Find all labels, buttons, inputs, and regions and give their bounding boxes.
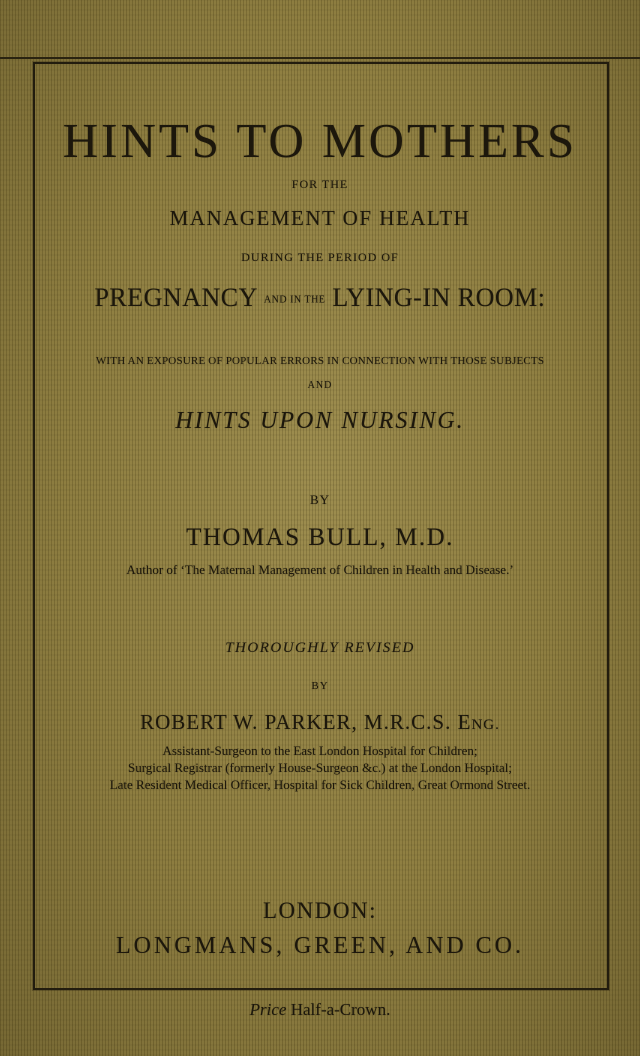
and-line: AND [307, 380, 333, 391]
by-line-author: BY [309, 492, 331, 507]
subtitle-management: MANAGEMENT OF HEALTH [169, 206, 471, 230]
publication-place: LONDON: [263, 898, 377, 923]
reviser-credential-3: Late Resident Medical Officer, Hospital for Sick Children, Great Ormond Street. [109, 777, 531, 792]
book-title: HINTS TO MOTHERS [62, 113, 578, 168]
author-name: THOMAS BULL, M.D. [186, 524, 454, 551]
publisher-name: LONGMANS, GREEN, AND CO. [115, 933, 524, 959]
for-the-line: FOR THE [291, 177, 349, 191]
revised-line: THOROUGHLY REVISED [225, 640, 415, 656]
reviser-name-smallcaps: NG. [471, 717, 500, 733]
top-border-rule [0, 57, 640, 59]
exposure-line: WITH AN EXPOSURE OF POPULAR ERRORS IN CONNECTION WITH THOSE SUBJECTS [95, 355, 545, 367]
and-in-the-text: AND IN THE [263, 294, 326, 306]
pregnancy-text: PREGNANCY [94, 283, 257, 312]
lying-in-text: LYING-IN ROOM: [332, 283, 546, 312]
reviser-name [0, 710, 640, 735]
reviser-name-main: ROBERT W. PARKER, M.R.C.S. E [140, 710, 472, 734]
price-label: Price [249, 1000, 287, 1019]
reviser-credential-1: Assistant-Surgeon to the East London Hospital for Children; [162, 743, 478, 758]
by-line-reviser: BY [311, 680, 329, 692]
reviser-credential-2: Surgical Registrar (formerly House-Surgeon &c.) at the London Hospital; [127, 760, 513, 775]
price-line [0, 1000, 640, 1020]
subtitle-pregnancy [0, 283, 640, 313]
price-value: Half-a-Crown. [290, 1000, 391, 1019]
subtitle-nursing: HINTS UPON NURSING. [175, 408, 465, 434]
author-description: Author of ‘The Maternal Management of Children in Health and Disease.’ [126, 562, 514, 577]
during-line: DURING THE PERIOD OF [241, 250, 399, 264]
